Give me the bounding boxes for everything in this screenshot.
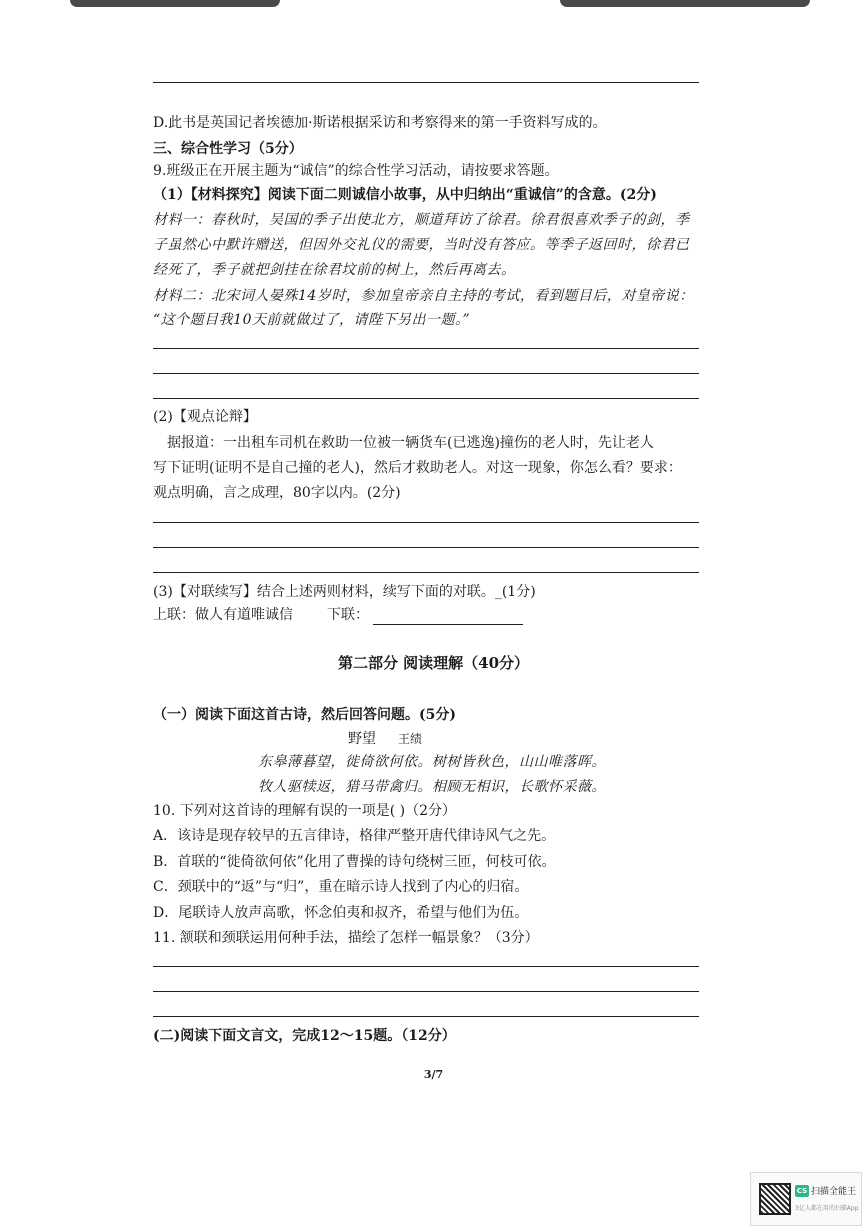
answer-line xyxy=(153,1016,699,1017)
material-1-line: 经死了，季子就把剑挂在徐君坟前的树上，然后再离去。 xyxy=(153,262,516,278)
poem-author: 王绩 xyxy=(398,732,423,746)
option-d-text: D.此书是英国记者埃德加·斯诺根据采访和考察得来的第一手资料写成的。 xyxy=(153,115,607,131)
material-1-line: 材料一：春秋时，吴国的季子出使北方，顺道拜访了徐君。徐君很喜欢季子的剑，季 xyxy=(153,212,690,228)
material-2-line: “这个题目我10天前就做过了，请陛下另出一题。” xyxy=(153,312,471,328)
poem-title: 野望 xyxy=(348,731,376,747)
section-heading: 三、综合性学习（5分） xyxy=(153,141,303,157)
question-9-1: （1）【材料探究】阅读下面二则诚信小故事，从中归纳出“重诚信”的含意。(2分) xyxy=(153,187,657,203)
material-1-line: 子虽然心中默许赠送，但因外交礼仪的需要，当时没有答应。等季子返回时，徐君已 xyxy=(153,237,690,253)
couplet-answer-blank[interactable] xyxy=(373,610,523,625)
page-number: 3/7 xyxy=(423,1068,444,1081)
answer-line xyxy=(153,966,699,967)
poem-title-row xyxy=(348,729,422,749)
question-11: 11. 颔联和颈联运用何种手法，描绘了怎样一幅景象？（3分） xyxy=(153,930,539,946)
answer-line xyxy=(153,522,699,523)
question-9-2-text: 观点明确，言之成理，80字以内。(2分) xyxy=(153,485,401,501)
section-2-heading: (二)阅读下面文言文，完成12～15题。（12分） xyxy=(153,1028,456,1044)
answer-line xyxy=(153,572,699,573)
poem-line: 牧人驱犊返，猎马带禽归。相顾无相识，长歌怀采薇。 xyxy=(258,779,606,795)
poem-line: 东皋薄暮望，徙倚欲何依。树树皆秋色，山山唯落晖。 xyxy=(258,754,606,770)
question-9: 9.班级正在开展主题为“诚信”的综合性学习活动，请按要求答题。 xyxy=(153,163,559,179)
couplet-lower-label: 下联： xyxy=(327,607,369,623)
answer-line xyxy=(153,398,699,399)
couplet-upper: 上联：做人有道唯诚信 xyxy=(153,607,293,623)
answer-line xyxy=(153,991,699,992)
qr-code-icon xyxy=(759,1183,791,1215)
scanner-app-name: 扫描全能王 xyxy=(811,1187,857,1197)
answer-line xyxy=(153,82,699,83)
question-10-option-a: A．该诗是现存较早的五言律诗，格律严整开唐代律诗风气之先。 xyxy=(153,828,556,844)
scan-edge-right xyxy=(560,0,810,7)
question-9-2-text: 写下证明(证明不是自己撞的老人)，然后才救助老人。对这一现象，你怎么看？要求： xyxy=(153,460,682,476)
question-10-option-d: D．尾联诗人放声高歌，怀念伯夷和叔齐，希望与他们为伍。 xyxy=(153,905,529,921)
question-9-3: (3)【对联续写】结合上述两则材料，续写下面的对联。_(1分) xyxy=(153,584,536,600)
question-10: 10. 下列对这首诗的理解有误的一项是( )（2分） xyxy=(153,803,456,819)
part-heading: 第二部分 阅读理解（40分） xyxy=(337,654,530,672)
question-9-2: (2)【观点论辩】 xyxy=(153,409,257,425)
scan-edge-left xyxy=(70,0,280,7)
answer-line xyxy=(153,547,699,548)
question-10-option-b: B．首联的“徙倚欲何依”化用了曹操的诗句绕树三匝，何枝可依。 xyxy=(153,854,556,870)
scanner-watermark xyxy=(750,1172,862,1226)
question-9-2-text: 据报道：一出租车司机在救助一位被一辆货车(已逃逸)撞伤的老人时，先让老人 xyxy=(153,435,654,451)
section-1-heading: （一）阅读下面这首古诗，然后回答问题。(5分) xyxy=(153,707,456,723)
couplet-row xyxy=(153,605,523,625)
camscanner-logo-icon: CS xyxy=(796,1187,808,1195)
scanner-tagline: 3亿人都在用的扫描App xyxy=(795,1205,859,1212)
question-10-option-c: C．颈联中的“返”与“归”，重在暗示诗人找到了内心的归宿。 xyxy=(153,879,529,895)
answer-line xyxy=(153,348,699,349)
material-2-line: 材料二：北宋词人晏殊14岁时，参加皇帝亲自主持的考试，看到题目后，对皇帝说： xyxy=(153,288,694,304)
answer-line xyxy=(153,373,699,374)
